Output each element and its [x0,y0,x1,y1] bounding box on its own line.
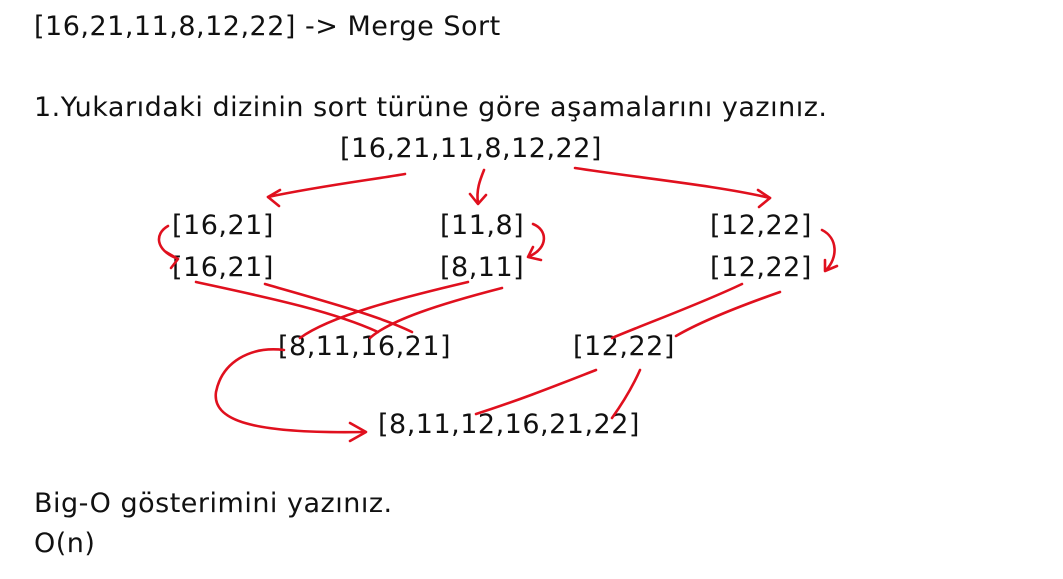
sorted-right-array: [12,22] [710,252,812,283]
split-middle-array: [11,8] [440,210,525,241]
arrow-left-merge-to-final-head [350,423,366,441]
line-12-22-to-merge-b [676,292,780,336]
sorted-left-array: [16,21] [172,252,274,283]
arrow-root-to-right [575,168,770,198]
arrow-root-to-left [268,174,405,197]
line-right-merge-to-final-a [476,370,596,414]
arrow-loop-right-head [825,260,837,271]
arrow-loop-middle-head [528,247,541,260]
arrow-loop-middle [530,224,544,256]
arrow-root-to-middle-head [470,194,486,204]
split-right-array: [12,22] [710,210,812,241]
root-array: [16,21,11,8,12,22] [340,133,602,164]
merged-right-array: [12,22] [573,331,675,362]
arrow-root-to-right-head [758,190,770,207]
answer-2: O(n) [34,528,96,559]
arrow-root-to-left-head [268,190,280,206]
final-sorted-array: [8,11,12,16,21,22] [378,409,640,440]
merged-left-array: [8,11,16,21] [278,331,452,362]
line-16-21-to-merge-b [265,284,412,332]
sorted-middle-array: [8,11] [440,252,525,283]
question-1: 1.Yukarıdaki dizinin sort türüne göre aşamalarını yazınız. [34,92,828,123]
line-12-22-to-merge-a [612,284,742,338]
arrow-loop-right [822,230,835,270]
task-title: [16,21,11,8,12,22] -> Merge Sort [34,11,501,42]
line-16-21-to-merge-a [196,282,378,332]
line-8-11-to-merge-a [300,282,468,338]
split-left-array: [16,21] [172,210,274,241]
question-2: Big-O gösterimini yazınız. [34,488,393,519]
arrow-root-to-middle [477,170,484,203]
